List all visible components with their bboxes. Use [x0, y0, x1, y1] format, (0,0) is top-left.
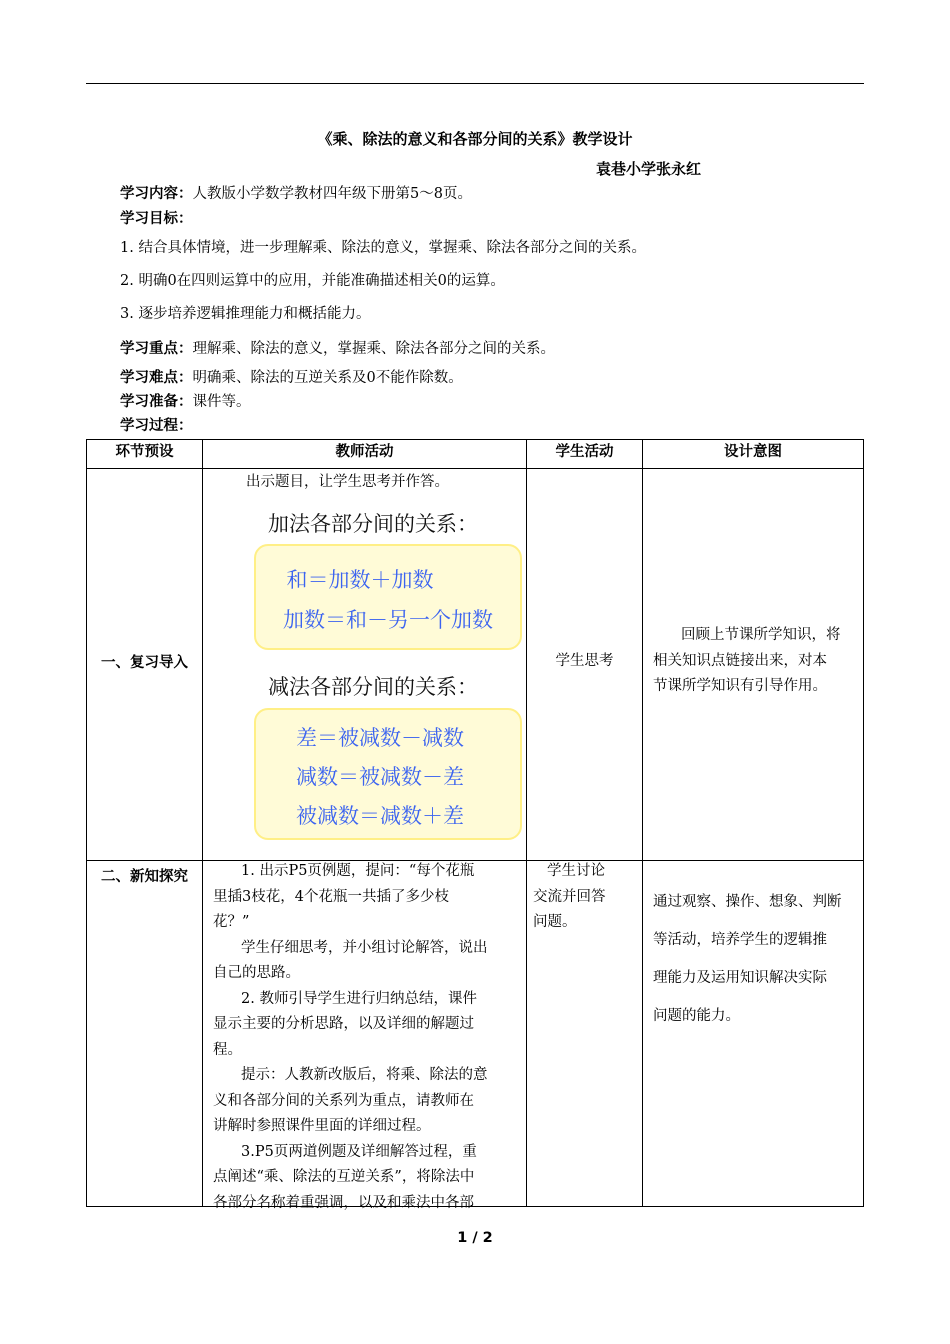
goal-item-3: 3. 逐步培养逻辑推理能力和概括能力。 — [120, 306, 371, 322]
slide-subtraction-title: 减法各部分间的关系： — [268, 675, 478, 699]
section-explore: 二、新知探究 — [101, 869, 188, 885]
goal-item-2: 2. 明确0在四则运算中的应用，并能准确描述相关0的运算。 — [120, 273, 505, 289]
prep-label: 学习准备： — [120, 394, 193, 410]
header-teacher: 教师活动 — [203, 440, 527, 469]
goals-label: 学习目标： — [120, 211, 193, 227]
explore-intent-cell — [643, 861, 864, 1207]
subtraction-formula-2: 减数＝被减数－差 — [296, 765, 464, 789]
focus-label: 学习重点： — [120, 341, 193, 357]
header-student: 学生活动 — [527, 440, 643, 469]
table-row-explore — [87, 861, 864, 1207]
difficulty-line — [120, 366, 463, 387]
process-label: 学习过程： — [120, 418, 193, 434]
prep-line — [120, 390, 251, 411]
content-line — [120, 182, 472, 203]
subtraction-formula-1: 差＝被减数－减数 — [296, 726, 464, 750]
subtraction-formula-box — [254, 708, 522, 840]
section-review: 一、复习导入 — [101, 655, 188, 671]
author-line: 袁巷小学张永红 — [596, 160, 702, 178]
subtraction-formula-3: 被减数＝减数＋差 — [296, 804, 464, 828]
header-rule — [86, 83, 864, 84]
addition-formula-box — [254, 544, 522, 650]
explore-stage-cell — [87, 861, 203, 1207]
difficulty-label: 学习难点： — [120, 370, 193, 386]
slide-addition-title: 加法各部分间的关系： — [268, 512, 478, 536]
review-student-text: 学生思考 — [555, 653, 614, 669]
process-line — [120, 414, 193, 435]
review-stage-cell — [87, 469, 203, 861]
document-title: 《乘、除法的意义和各部分间的关系》教学设计 — [317, 130, 633, 148]
goals-heading — [120, 207, 193, 228]
header-stage: 环节预设 — [87, 440, 203, 469]
focus-line — [120, 337, 555, 358]
content-text: 人教版小学数学教材四年级下册第5～8页。 — [192, 186, 472, 202]
explore-student-cell — [527, 861, 643, 1207]
explore-intent-text: 通过观察、操作、想象、判断 等活动，培养学生的逻辑推 理能力及运用知识解决实际 问题的能力。 — [653, 894, 842, 1024]
addition-formula-2: 加数＝和－另一个加数 — [283, 608, 493, 632]
explore-teacher-cell — [203, 861, 527, 1211]
review-intent-text: 回顾上节课所学知识，将 相关知识点链接出来，对本 节课所学知识有引导作用。 — [653, 627, 841, 694]
page-number: 1 / 2 — [457, 1230, 493, 1246]
content-label: 学习内容： — [120, 186, 193, 202]
difficulty-text: 明确乘、除法的互逆关系及0不能作除数。 — [192, 370, 463, 386]
addition-formula-1: 和＝加数＋加数 — [286, 568, 434, 592]
table-header-row — [87, 440, 864, 469]
review-intent-cell — [643, 469, 864, 861]
goal-item-1: 1. 结合具体情境，进一步理解乘、除法的意义，掌握乘、除法各部分之间的关系。 — [120, 240, 646, 256]
focus-text: 理解乘、除法的意义，掌握乘、除法各部分之间的关系。 — [192, 341, 555, 357]
review-student-cell — [527, 469, 643, 861]
review-teacher-intro: 出示题目，让学生思考并作答。 — [246, 474, 449, 490]
explore-student-text: 学生讨论 交流并回答 问题。 — [533, 863, 606, 930]
header-intent: 设计意图 — [643, 440, 864, 469]
prep-text: 课件等。 — [192, 394, 251, 410]
explore-teacher-text: 1. 出示P5页例题，提问：“每个花瓶 里插3枝花，4个花瓶一共插了多少枝 花？” 学生仔细思考，并小组讨论解答，说出 自己的思路。 2. 教师引导学生进行归纳总结，课件 显示主要的分析思路，以及详细的解题过 程。 提示：人教新改版后，将乘、除法的意 义和各部分间的关系列为重点，请教师在 讲解时参照课件里面的详细过程。 3.P5页两道例题及详细解答过程，重 点阐述“乘、除法的互逆关系”，将除法中 各部分名称着重强调，以及和乘法中各部 — [213, 863, 488, 1211]
